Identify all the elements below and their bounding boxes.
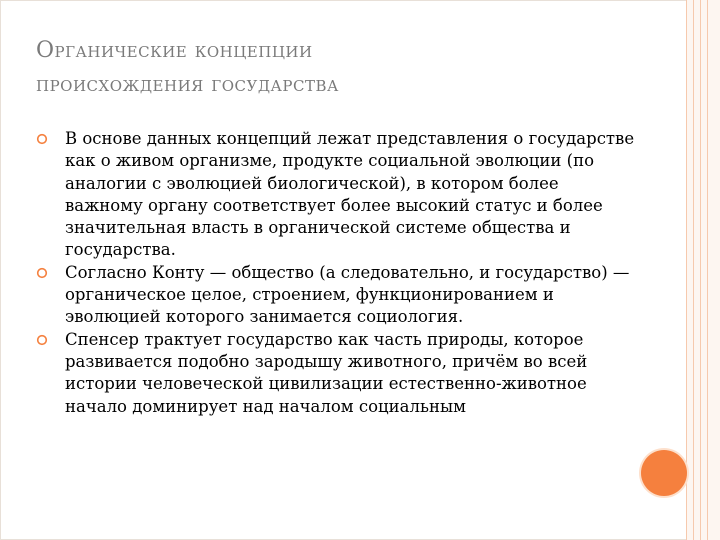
- bullet-item: [36, 128, 636, 262]
- bullet-item: [36, 262, 636, 329]
- decorative-line: [686, 0, 687, 540]
- decorative-line: [700, 0, 701, 540]
- slide-title: [36, 36, 636, 100]
- decorative-side-band: [686, 0, 720, 540]
- circle-bullet-icon: [36, 267, 48, 279]
- bullet-text: В основе данных концепций лежат представления о государстве как о живом организме, продукте социальной эволюции (по аналогии с эволюцией биологической), в котором более важному органу соответствует более высокий статус и более значительная власть в органической системе общества и государства.: [65, 129, 635, 260]
- circle-bullet-icon: [36, 133, 48, 145]
- bullet-list: [36, 128, 636, 418]
- decorative-orange-circle: [641, 450, 687, 496]
- decorative-line: [707, 0, 708, 540]
- bullet-text: Согласно Конту — общество (а следовательно, и государство) — органическое целое, строением, функционированием и эволюцией которого занимается социология.: [65, 262, 630, 327]
- circle-bullet-icon: [36, 334, 48, 346]
- slide-title-line-2: происхождения государства: [36, 72, 339, 97]
- bullet-text: Спенсер трактует государство как часть природы, которое развивается подобно зародышу животного, причём во всей истории человеческой цивилизации естественно-животное начало доминирует над началом социальным: [65, 329, 588, 416]
- bullet-item: [36, 329, 636, 418]
- decorative-line: [693, 0, 694, 540]
- slide-title-line-1: Органические концепции: [36, 38, 313, 63]
